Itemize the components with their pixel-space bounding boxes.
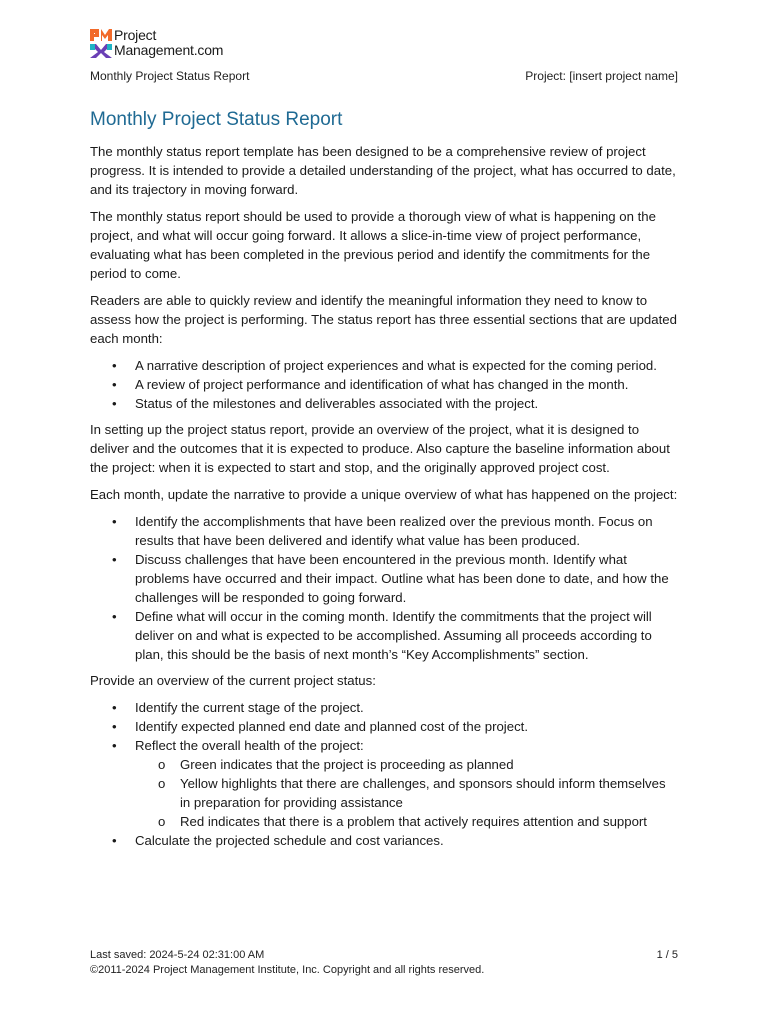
sub-list-item xyxy=(90,774,678,812)
list-item xyxy=(90,717,678,736)
sub-list-item-text: Red indicates that there is a problem that actively requires attention and support xyxy=(180,814,647,829)
last-saved: Last saved: 2024-5-24 02:31:00 AM xyxy=(90,949,265,961)
list-item xyxy=(90,356,678,375)
bullet-icon: • xyxy=(112,738,117,753)
logo xyxy=(90,28,223,62)
document-page xyxy=(90,0,678,1024)
paragraph: Each month, update the narrative to provide a unique overview of what has happened on the project: xyxy=(90,487,678,502)
bullet-icon: • xyxy=(112,609,117,624)
paragraph: Provide an overview of the current project status: xyxy=(90,673,376,688)
list-item-text: Identify expected planned end date and planned cost of the project. xyxy=(135,719,528,734)
list-item xyxy=(90,394,678,413)
bullet-icon: • xyxy=(112,377,117,392)
list-item-text: A narrative description of project experiences and what is expected for the coming period. xyxy=(135,358,657,373)
list-item-text: Reflect the overall health of the project: xyxy=(135,738,364,753)
list-item-text: Identify the current stage of the project. xyxy=(135,700,364,715)
logo-line-2: Management.com xyxy=(114,42,224,58)
list-item xyxy=(90,736,678,831)
list-item-text: A review of project performance and identification of what has changed in the month. xyxy=(135,377,629,392)
list-item xyxy=(90,550,678,607)
bullet-icon: • xyxy=(112,358,117,373)
list-item-text: Calculate the projected schedule and cost variances. xyxy=(135,833,444,848)
header-doc-title: Monthly Project Status Report xyxy=(90,69,250,83)
list-item xyxy=(90,375,678,394)
sub-bullet-list xyxy=(135,755,678,831)
document-body xyxy=(90,109,678,857)
sub-bullet-icon: o xyxy=(158,814,166,829)
paragraph: In setting up the project status report, provide an overview of the project, what it is designed to deliver and the outcomes that it is expected to produce. Also capture the baseline information about the project: when it is expected to start and stop, and the originally approved project cost. xyxy=(90,422,670,475)
paragraph: The monthly status report template has been designed to be a comprehensive review of project progress. It is intended to provide a detailed understanding of the project, what has occurred to date, and its trajectory in moving forward. xyxy=(90,144,676,197)
pmi-logo-icon xyxy=(90,28,112,58)
list-item-text: Identify the accomplishments that have been realized over the previous month. Focus on results that have been delivered and identify what value has been produced. xyxy=(135,514,653,548)
paragraph: The monthly status report should be used to provide a thorough view of what is happening on the project, and what will occur going forward. It allows a slice-in-time view of project performance, evaluating what has been completed in the previous period and identify the commitments for the period to come. xyxy=(90,209,656,281)
list-item-text: Discuss challenges that have been encountered in the previous month. Identify what problems have occurred and their impact. Outline what has been done to date, and how the challenges will be responded to going forward. xyxy=(135,552,669,605)
list-item xyxy=(90,512,678,550)
page-number: 1 / 5 xyxy=(656,949,678,961)
sub-list-item-text: Yellow highlights that there are challenges, and sponsors should inform themselves in preparation for providing assistance xyxy=(180,776,666,810)
list-item-text: Define what will occur in the coming month. Identify the commitments that the project will deliver on and what is expected to be accomplished. Assuming all proceeds according to plan, this should be the basis of next month’s “Key Accomplishments” section. xyxy=(135,609,652,662)
list-item xyxy=(90,831,678,850)
page-title: Monthly Project Status Report xyxy=(90,109,343,130)
bullet-icon: • xyxy=(112,719,117,734)
page-footer xyxy=(90,948,678,978)
sub-bullet-icon: o xyxy=(158,757,166,772)
bullet-icon: • xyxy=(112,552,117,567)
list-item xyxy=(90,698,678,717)
logo-wordmark xyxy=(114,28,223,58)
paragraph: Readers are able to quickly review and identify the meaningful information they need to know to assess how the project is performing. The status report has three essential sections that are updated each month: xyxy=(90,293,677,346)
bullet-list xyxy=(90,356,678,413)
list-item-text: Status of the milestones and deliverables associated with the project. xyxy=(135,396,539,411)
bullet-list xyxy=(90,512,678,664)
header-project-name: Project: [insert project name] xyxy=(525,69,678,83)
sub-list-item-text: Green indicates that the project is proceeding as planned xyxy=(180,757,514,772)
sub-list-item xyxy=(90,755,678,774)
sub-bullet-icon: o xyxy=(158,776,166,791)
bullet-icon: • xyxy=(112,396,117,411)
bullet-list xyxy=(90,698,678,850)
copyright: ©2011-2024 Project Management Institute, Inc. Copyright and all rights reserved. xyxy=(90,964,485,976)
list-item xyxy=(90,607,678,664)
bullet-icon: • xyxy=(112,833,117,848)
bullet-icon: • xyxy=(112,514,117,529)
bullet-icon: • xyxy=(112,700,117,715)
logo-line-1: Project xyxy=(114,27,157,43)
sub-list-item xyxy=(90,812,678,831)
